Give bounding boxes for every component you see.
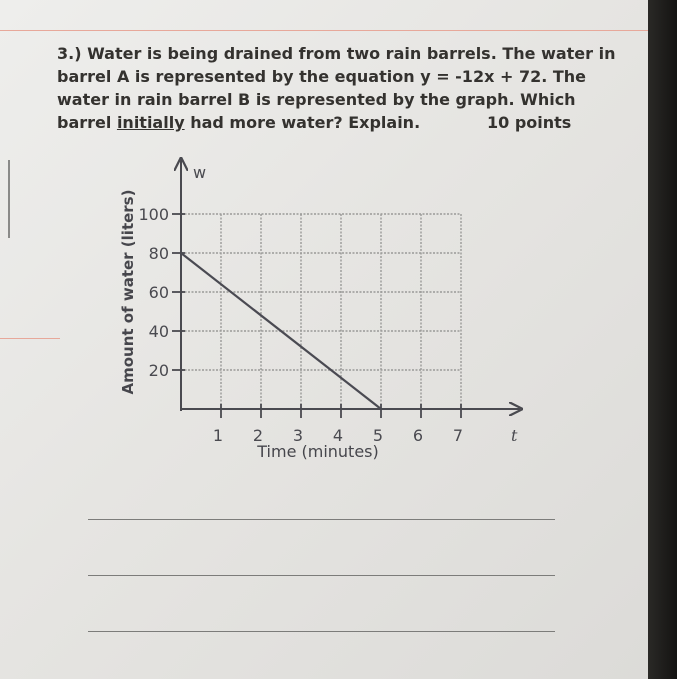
emphasized-word-initially: initially <box>116 113 185 132</box>
axis-labels <box>119 163 518 461</box>
x-tick-label: 2 <box>252 426 264 445</box>
question-line-4-end: had more water? Explain. <box>184 113 421 132</box>
x-axis-variable: t <box>511 426 518 445</box>
y-axis-title: Amount of water (liters) <box>119 189 137 395</box>
graph-grid <box>181 214 461 409</box>
answer-line-3[interactable] <box>88 631 555 632</box>
y-tick-label: 100 <box>138 205 169 224</box>
y-tick-label: 60 <box>148 283 169 302</box>
question-line-4-start: barrel <box>57 113 117 132</box>
x-tick-label: 7 <box>452 426 464 445</box>
question-line-2: barrel A is represented by the equation y = -12x + 72. The <box>57 67 587 86</box>
x-tick-label: 3 <box>292 426 304 445</box>
x-tick-label: 4 <box>332 426 344 445</box>
x-tick-label: 1 <box>212 426 224 445</box>
graph-axes <box>180 160 520 411</box>
y-tick-label: 40 <box>148 322 169 341</box>
answer-line-1[interactable] <box>88 519 555 520</box>
x-tick-label: 5 <box>372 426 384 445</box>
question-line-3: water in rain barrel B is represented by the graph. Which <box>57 90 576 109</box>
question-line-1: 3.) Water is being drained from two rain barrels. The water in <box>57 44 616 63</box>
y-axis-variable: w <box>193 163 207 182</box>
y-tick-label: 20 <box>148 361 169 380</box>
x-tick-label: 6 <box>412 426 424 445</box>
x-axis-title: Time (minutes) <box>257 442 379 461</box>
answer-line-2[interactable] <box>88 575 555 576</box>
y-tick-label: 80 <box>148 244 169 263</box>
points-value: 10 points <box>487 113 572 132</box>
